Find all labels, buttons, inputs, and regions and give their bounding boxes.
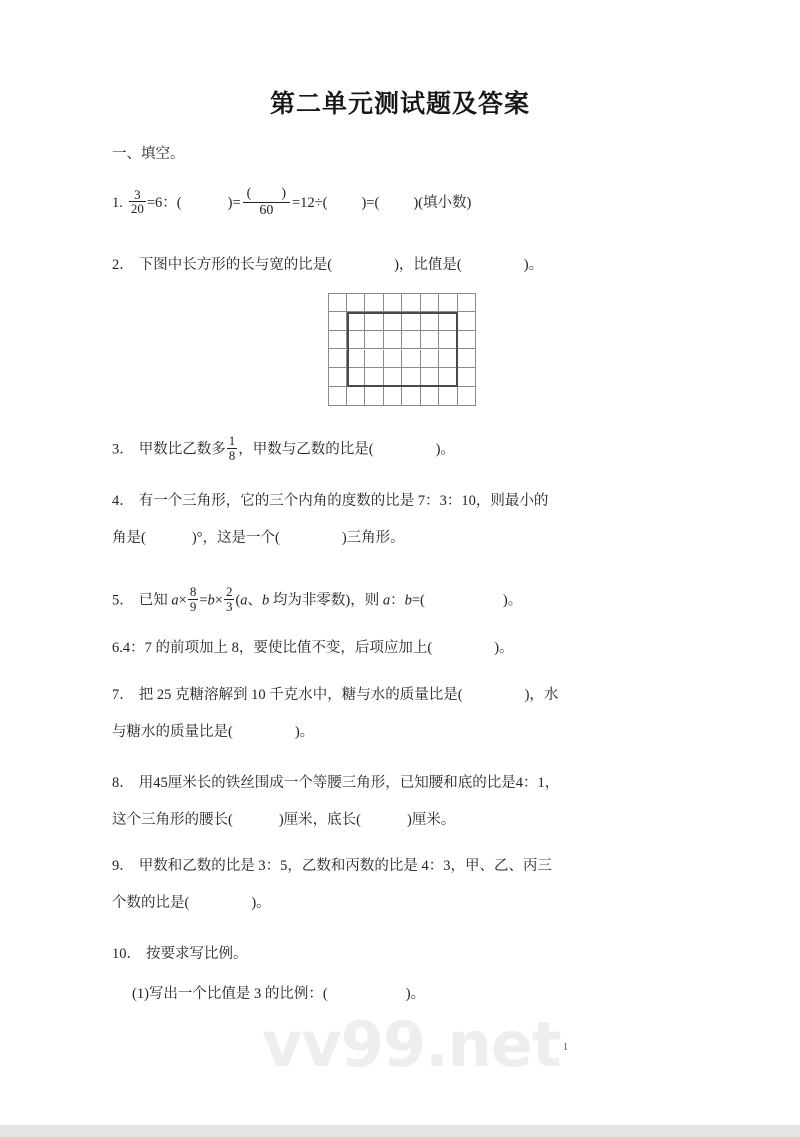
question-1-number: 1. [112, 194, 123, 211]
grid-cell [365, 293, 384, 312]
question-5-mul-1: × [178, 592, 187, 609]
grid-cell [439, 293, 458, 312]
question-5-text-e: ： [390, 592, 405, 609]
question-9-line1-text: 甲数和乙数的比是 3：5，乙数和丙数的比是 4：3，甲、乙、丙三 [138, 858, 552, 874]
grid-cell [328, 350, 347, 369]
question-6 [112, 634, 514, 662]
grid-cell [365, 387, 384, 406]
question-7-line2-b: )。 [294, 724, 315, 740]
question-1-eq1: =6：( [146, 194, 182, 211]
question-5-text-b: ( [235, 592, 241, 609]
variable-b-3: b [404, 592, 412, 609]
grid-cell [458, 331, 477, 350]
fraction-1-over-8: $\frac{1}{8}$ [228, 433, 236, 463]
question-5-text-c: 、 [247, 592, 263, 609]
question-4-number: 4． [112, 493, 134, 509]
question-6-text-a: 4：7 的前项加上 8，要使比值不变，后项应加上( [122, 640, 433, 656]
variable-b-2: b [262, 592, 270, 609]
question-1 [112, 186, 471, 218]
grid-cell [328, 368, 347, 387]
fraction-numerator-blank: ( ) [246, 186, 286, 201]
question-10-sub1-b: )。 [405, 986, 426, 1002]
question-8-line2-b: )厘米，底长( [278, 812, 361, 828]
grid-cell [384, 387, 403, 406]
question-10-number: 10． [112, 946, 141, 962]
section-heading-fill-in-blanks: 一、填空。 [112, 146, 185, 162]
question-9-line-2 [112, 889, 271, 917]
grid-cell [328, 293, 347, 312]
question-7-line-2 [112, 718, 314, 746]
fraction-8-over-9: $\frac{8}{9}$ [189, 584, 197, 614]
question-7-number: 7． [112, 687, 134, 703]
question-1-eq2: =12÷( [292, 194, 328, 211]
grid-cell [347, 387, 366, 406]
question-4-line-2 [112, 524, 405, 552]
question-9-line-1 [112, 852, 552, 880]
question-8-line2-c: )厘米。 [407, 812, 456, 828]
page-number: 1 [563, 1042, 568, 1053]
grid-cell [402, 293, 421, 312]
grid-cell [458, 368, 477, 387]
variable-b: b [207, 592, 215, 609]
question-6-text-b: )。 [494, 640, 514, 656]
question-8-number: 8． [112, 775, 134, 791]
question-7-line1-a: 把 25 克糖溶解到 10 千克水中，糖与水的质量比是( [138, 687, 463, 703]
fraction-2-over-3: $\frac{2}{3}$ [225, 584, 233, 614]
question-1-close1: )= [227, 194, 241, 211]
question-2-text-c: )。 [523, 257, 544, 273]
question-5-mul-2: × [214, 592, 223, 609]
grid-cell [458, 350, 477, 369]
question-10-sub-1 [132, 980, 425, 1008]
question-10 [112, 940, 248, 968]
question-2-text-a: 下图中长方形的长与宽的比是( [138, 257, 333, 273]
grid-cell [328, 331, 347, 350]
grid-cell [328, 387, 347, 406]
grid-cell [458, 312, 477, 331]
grid-cell [458, 293, 477, 312]
question-4-line2-a: 角是( [112, 530, 146, 546]
grid-cell [439, 387, 458, 406]
question-9-number: 9． [112, 858, 134, 874]
question-10-text: 按要求写比例。 [146, 946, 248, 962]
question-5-number: 5． [112, 592, 134, 609]
question-5-equals: = [199, 592, 208, 609]
question-8-line-1 [112, 769, 559, 797]
question-3-number: 3． [112, 441, 134, 458]
question-2-text-b: )，比值是( [394, 257, 462, 273]
question-4-line-1 [112, 487, 548, 515]
question-10-sub1-a: (1)写出一个比值是 3 的比例：( [132, 986, 328, 1002]
grid-cell [328, 312, 347, 331]
grid-cell [347, 293, 366, 312]
question-3-text-a: 甲数比乙数多 [138, 441, 226, 458]
highlighted-rectangle [347, 312, 458, 387]
page-edge-shadow [0, 1125, 800, 1137]
grid-cell [421, 293, 440, 312]
question-4-line2-b: )°，这是一个( [191, 530, 280, 546]
question-5 [112, 585, 522, 614]
variable-a-2: a [240, 592, 248, 609]
grid-cell [458, 387, 477, 406]
question-3 [112, 434, 455, 463]
fraction-blank-over-60: $\frac{( )}{60}$ [243, 186, 290, 218]
grid-cell [402, 387, 421, 406]
question-3-text-b: ，甲数与乙数的比是( [238, 441, 374, 458]
question-9-line2-b: )。 [251, 895, 271, 911]
question-8-line1-text: 用45厘米长的铁丝围成一个等腰三角形，已知腰和底的比是4：1， [138, 775, 560, 791]
question-2 [112, 251, 543, 279]
question-9-line2-a: 个数的比是( [112, 895, 190, 911]
watermark: vv99.net [262, 1008, 561, 1081]
question-5-text-a: 已知 [138, 592, 172, 609]
question-4-line2-c: )三角形。 [341, 530, 405, 546]
question-4-line1-text: 有一个三角形，它的三个内角的度数的比是 7：3：10，则最小的 [138, 493, 549, 509]
fraction-3-over-20: $\frac{3}{20}$ [130, 186, 144, 217]
rectangle-grid-figure [328, 293, 476, 406]
variable-a-3: a [382, 592, 391, 609]
question-3-text-c: )。 [435, 441, 455, 458]
question-5-text-g: )。 [502, 592, 523, 609]
page-title: 第二单元测试题及答案 [269, 89, 530, 118]
question-7-line-1 [112, 681, 558, 709]
grid-cell [421, 387, 440, 406]
question-6-number: 6. [112, 640, 123, 656]
page-content [112, 0, 688, 1125]
question-5-text-f: =( [411, 592, 425, 609]
question-8-line-2 [112, 806, 455, 834]
variable-a: a [171, 592, 179, 609]
question-2-number: 2． [112, 257, 134, 273]
grid-cell [384, 293, 403, 312]
question-1-close2: )=( [361, 194, 380, 211]
question-1-tail: )(填小数) [413, 194, 472, 211]
question-8-line2-a: 这个三角形的腰长( [112, 812, 233, 828]
question-7-line2-a: 与糖水的质量比是( [112, 724, 233, 740]
question-7-line1-b: )，水 [524, 687, 559, 703]
question-5-text-d: 均为非零数)，则 [269, 592, 383, 609]
